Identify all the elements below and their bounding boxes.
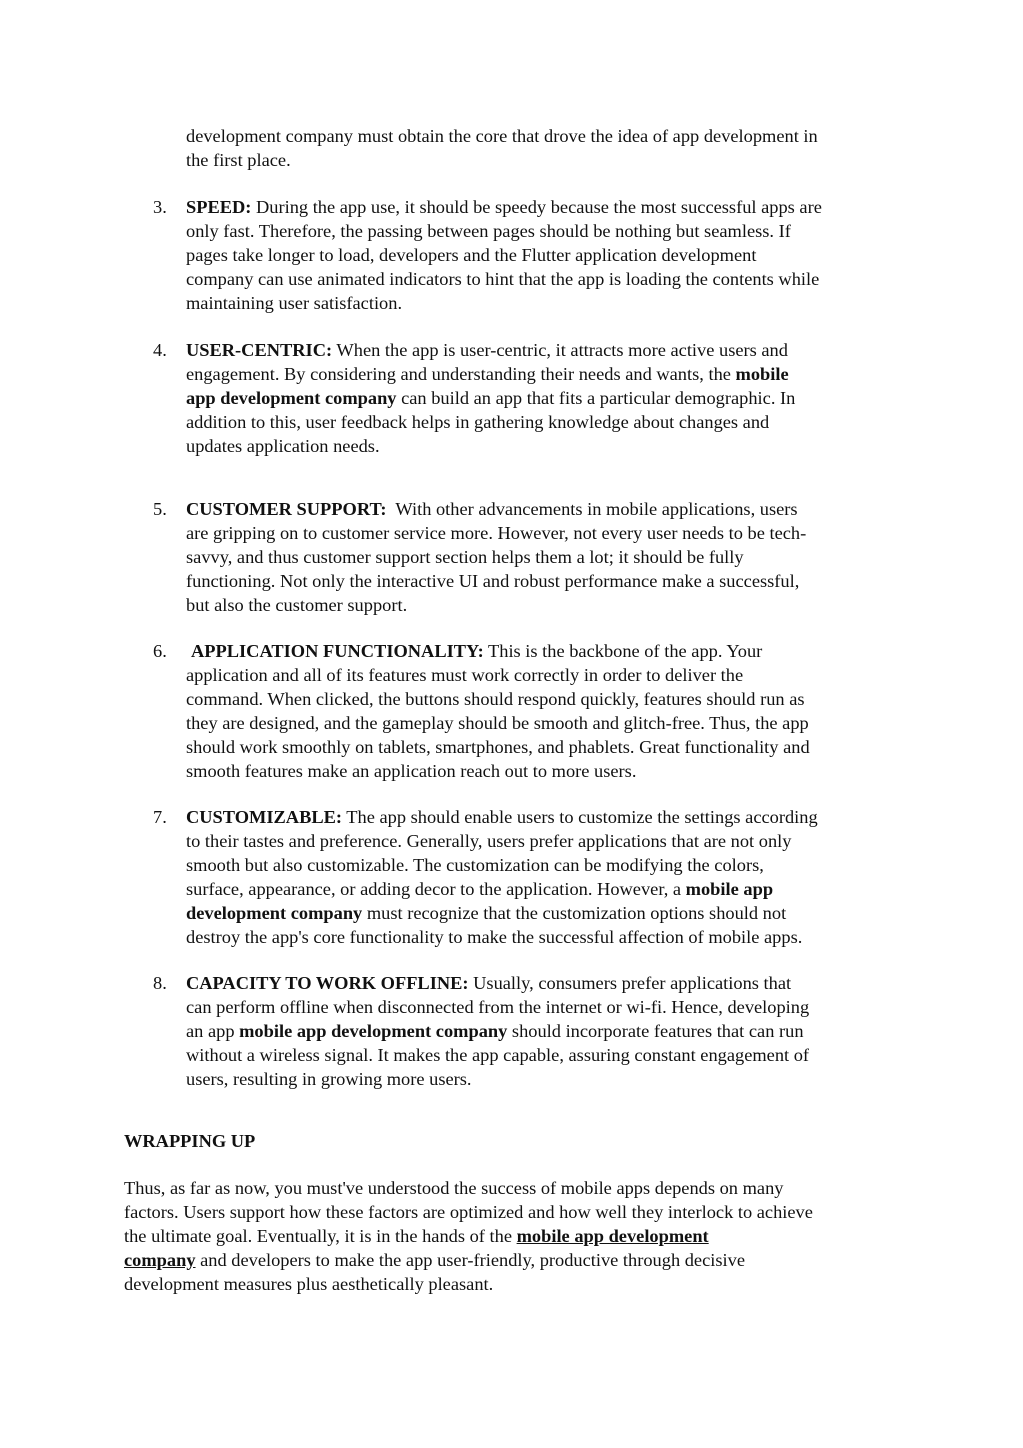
paragraph-line: development measures plus aesthetically pleasant. [124, 1274, 494, 1294]
list-item-line: can perform offline when disconnected from the internet or wi-fi. Hence, developing [186, 997, 810, 1017]
list-item-line: but also the customer support. [186, 595, 408, 615]
item-title: APPLICATION FUNCTIONALITY: [191, 641, 484, 661]
list-number: 7. [153, 807, 167, 827]
intro-line: the first place. [186, 150, 291, 170]
list-item-line: without a wireless signal. It makes the app capable, assuring constant engagement of [186, 1045, 810, 1065]
list-item-line: savvy, and thus customer support section helps them a lot; it should be fully [186, 547, 744, 567]
item-title: USER-CENTRIC: [186, 340, 333, 360]
list-item-line: smooth but also customizable. The customization can be modifying the colors, [186, 855, 764, 875]
list-item-line: company can use animated indicators to hint that the app is loading the contents while [186, 269, 820, 289]
section-heading: WRAPPING UP [124, 1131, 256, 1151]
paragraph-line: Thus, as far as now, you must've understood the success of mobile apps depends on many [124, 1178, 784, 1198]
list-item-line: destroy the app's core functionality to make the successful affection of mobile apps. [186, 927, 803, 947]
list-item-line: application and all of its features must work correctly in order to deliver the [186, 665, 744, 685]
list-item-line: SPEED: During the app use, it should be speedy because the most successful apps are [186, 197, 822, 217]
mobile-app-development-link[interactable]: company [124, 1250, 196, 1270]
list-item-line: CUSTOMIZABLE: The app should enable users to customize the settings according [186, 807, 818, 827]
item-title: SPEED: [186, 197, 252, 217]
list-item-line: CUSTOMER SUPPORT: With other advancements in mobile applications, users [186, 499, 798, 519]
list-item-line: to their tastes and preference. Generally, users prefer applications that are not only [186, 831, 792, 851]
list-number: 4. [153, 340, 167, 360]
list-item-line: CAPACITY TO WORK OFFLINE: Usually, consumers prefer applications that [186, 973, 792, 993]
list-item-line: addition to this, user feedback helps in gathering knowledge about changes and [186, 412, 770, 432]
list-item-line: surface, appearance, or adding decor to the application. However, a mobile app [186, 879, 774, 899]
list-item-line: engagement. By considering and understanding their needs and wants, the mobile [186, 364, 789, 384]
list-item-line: are gripping on to customer service more. However, not every user needs to be tech- [186, 523, 807, 543]
list-number: 8. [153, 973, 167, 993]
list-item-line: only fast. Therefore, the passing between pages should be nothing but seamless. If [186, 221, 791, 241]
intro-line: development company must obtain the core that drove the idea of app development in [186, 126, 818, 146]
list-item-line: an app mobile app development company should incorporate features that can run [186, 1021, 804, 1041]
list-item-line: functioning. Not only the interactive UI and robust performance make a successful, [186, 571, 800, 591]
item-title: CUSTOMIZABLE: [186, 807, 343, 827]
list-item-line: pages take longer to load, developers and the Flutter application development [186, 245, 757, 265]
list-item-line: APPLICATION FUNCTIONALITY: This is the backbone of the app. Your [191, 641, 763, 661]
list-item-line: app development company can build an app that fits a particular demographic. In [186, 388, 796, 408]
list-item-line: they are designed, and the gameplay should be smooth and glitch-free. Thus, the app [186, 713, 809, 733]
mobile-app-development-link[interactable]: mobile app development [516, 1226, 709, 1246]
paragraph-line: the ultimate goal. Eventually, it is in the hands of the mobile app development [124, 1226, 709, 1246]
paragraph-line: factors. Users support how these factors are optimized and how well they interlock to achieve [124, 1202, 813, 1222]
list-item-line: development company must recognize that the customization options should not [186, 903, 787, 923]
paragraph-line: company and developers to make the app user-friendly, productive through decisive [124, 1250, 745, 1270]
list-number: 6. [153, 641, 167, 661]
list-item-line: updates application needs. [186, 436, 380, 456]
list-item-line: smooth features make an application reach out to more users. [186, 761, 637, 781]
list-item-line: maintaining user satisfaction. [186, 293, 403, 313]
list-item-line: USER-CENTRIC: When the app is user-centric, it attracts more active users and [186, 340, 788, 360]
list-item-line: users, resulting in growing more users. [186, 1069, 472, 1089]
list-item-line: should work smoothly on tablets, smartphones, and phablets. Great functionality and [186, 737, 810, 757]
item-title: CUSTOMER SUPPORT: [186, 499, 387, 519]
list-number: 3. [153, 197, 167, 217]
list-item-line: command. When clicked, the buttons should respond quickly, features should run as [186, 689, 805, 709]
item-title: CAPACITY TO WORK OFFLINE: [186, 973, 469, 993]
list-number: 5. [153, 499, 167, 519]
